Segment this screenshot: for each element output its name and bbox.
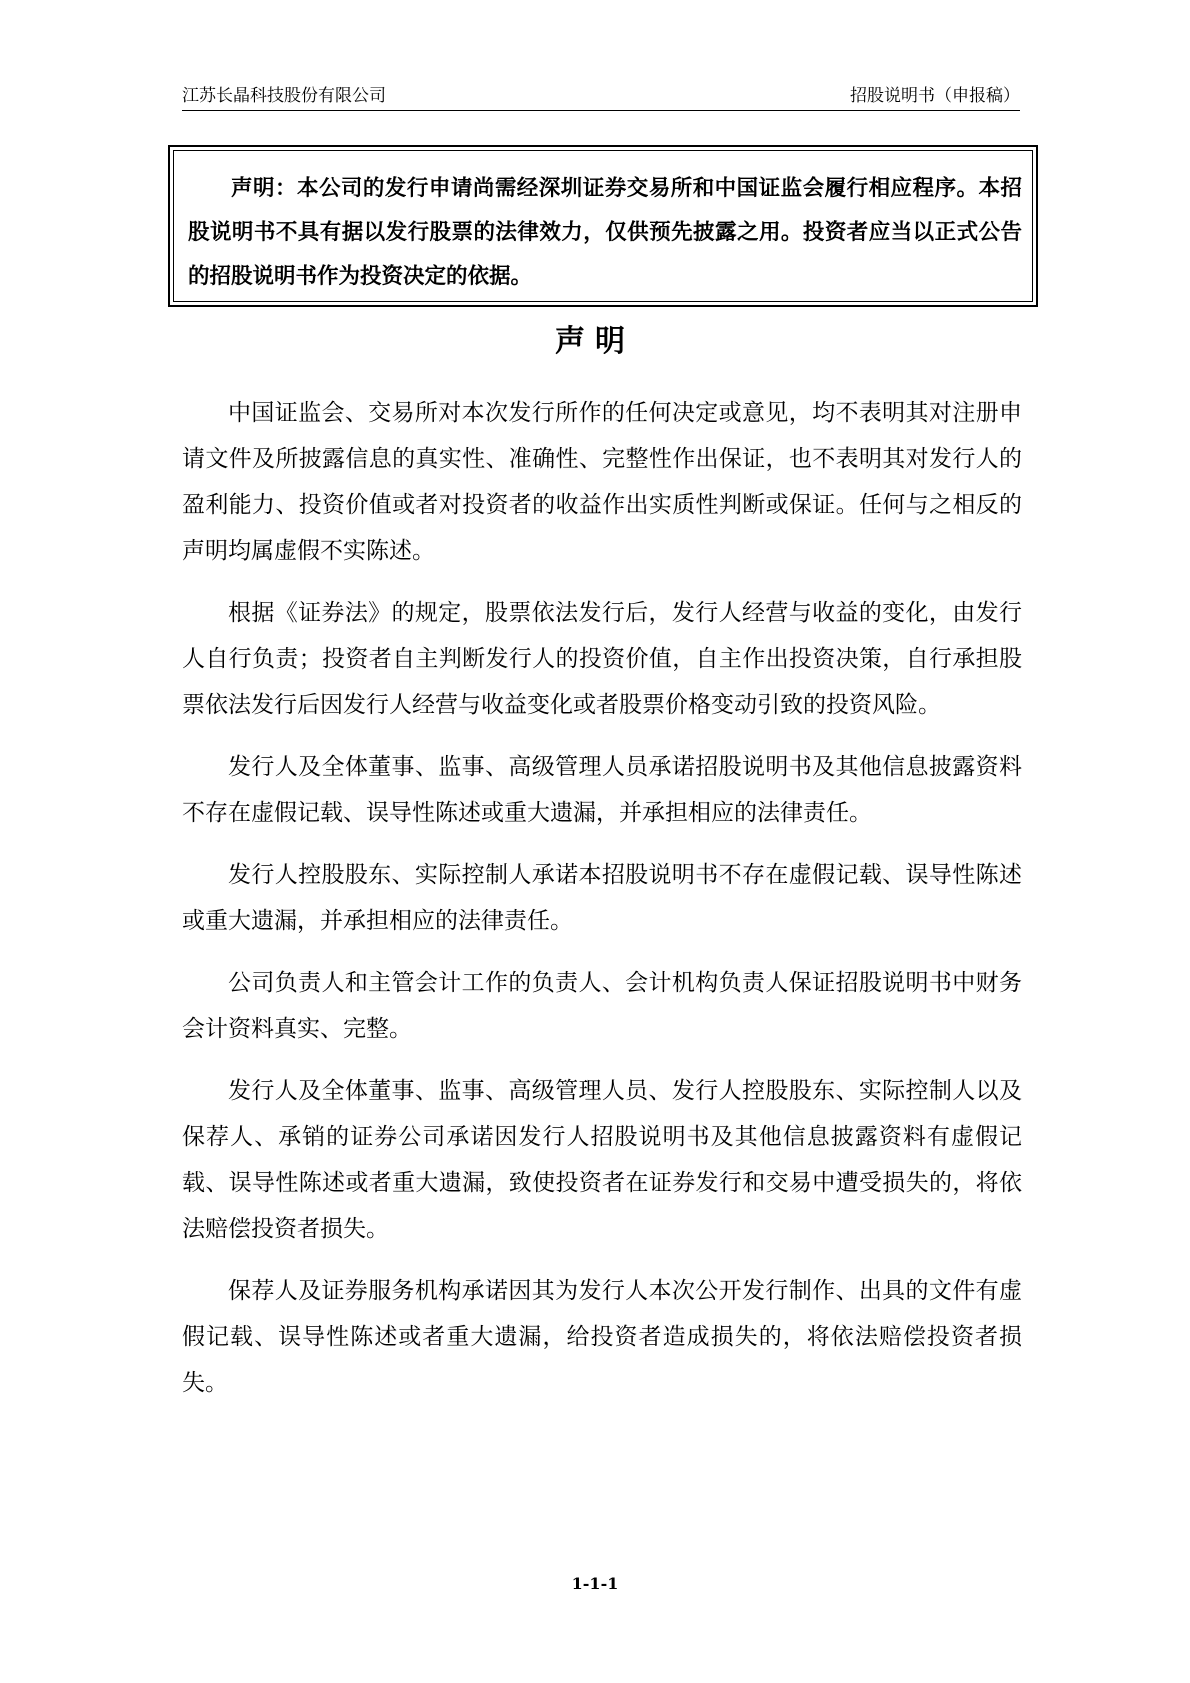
header-company-name: 江苏长晶科技股份有限公司 — [182, 86, 386, 106]
declaration-body — [182, 390, 1022, 1422]
notice-text: 声明：本公司的发行申请尚需经深圳证券交易所和中国证监会履行相应程序。本招股说明书不具有据以发行股票的法律效力，仅供预先披露之用。投资者应当以正式公告的招股说明书作为投资决定的依据。 — [173, 150, 1033, 302]
page-header — [182, 84, 1020, 111]
header-document-type: 招股说明书（申报稿） — [850, 86, 1020, 106]
paragraph: 根据《证券法》的规定，股票依法发行后，发行人经营与收益的变化，由发行人自行负责；投资者自主判断发行人的投资价值，自主作出投资决策，自行承担股票依法发行后因发行人经营与收益变化或者股票价格变动引致的投资风险。 — [182, 600, 1022, 718]
page-title: 声明 — [555, 324, 635, 359]
notice-box — [168, 145, 1038, 307]
paragraph: 公司负责人和主管会计工作的负责人、会计机构负责人保证招股说明书中财务会计资料真实、完整。 — [182, 970, 1022, 1042]
paragraph: 发行人及全体董事、监事、高级管理人员承诺招股说明书及其他信息披露资料不存在虚假记载、误导性陈述或重大遗漏，并承担相应的法律责任。 — [182, 754, 1022, 826]
paragraph: 保荐人及证券服务机构承诺因其为发行人本次公开发行制作、出具的文件有虚假记载、误导性陈述或者重大遗漏，给投资者造成损失的，将依法赔偿投资者损失。 — [182, 1278, 1022, 1396]
paragraph: 发行人及全体董事、监事、高级管理人员、发行人控股股东、实际控制人以及保荐人、承销的证券公司承诺因发行人招股说明书及其他信息披露资料有虚假记载、误导性陈述或者重大遗漏，致使投资者在证券发行和交易中遭受损失的，将依法赔偿投资者损失。 — [182, 1078, 1022, 1242]
paragraph: 中国证监会、交易所对本次发行所作的任何决定或意见，均不表明其对注册申请文件及所披露信息的真实性、准确性、完整性作出保证，也不表明其对发行人的盈利能力、投资价值或者对投资者的收益作出实质性判断或保证。任何与之相反的声明均属虚假不实陈述。 — [182, 400, 1022, 564]
paragraph: 发行人控股股东、实际控制人承诺本招股说明书不存在虚假记载、误导性陈述或重大遗漏，并承担相应的法律责任。 — [182, 862, 1022, 934]
page-number: 1-1-1 — [571, 1574, 619, 1593]
